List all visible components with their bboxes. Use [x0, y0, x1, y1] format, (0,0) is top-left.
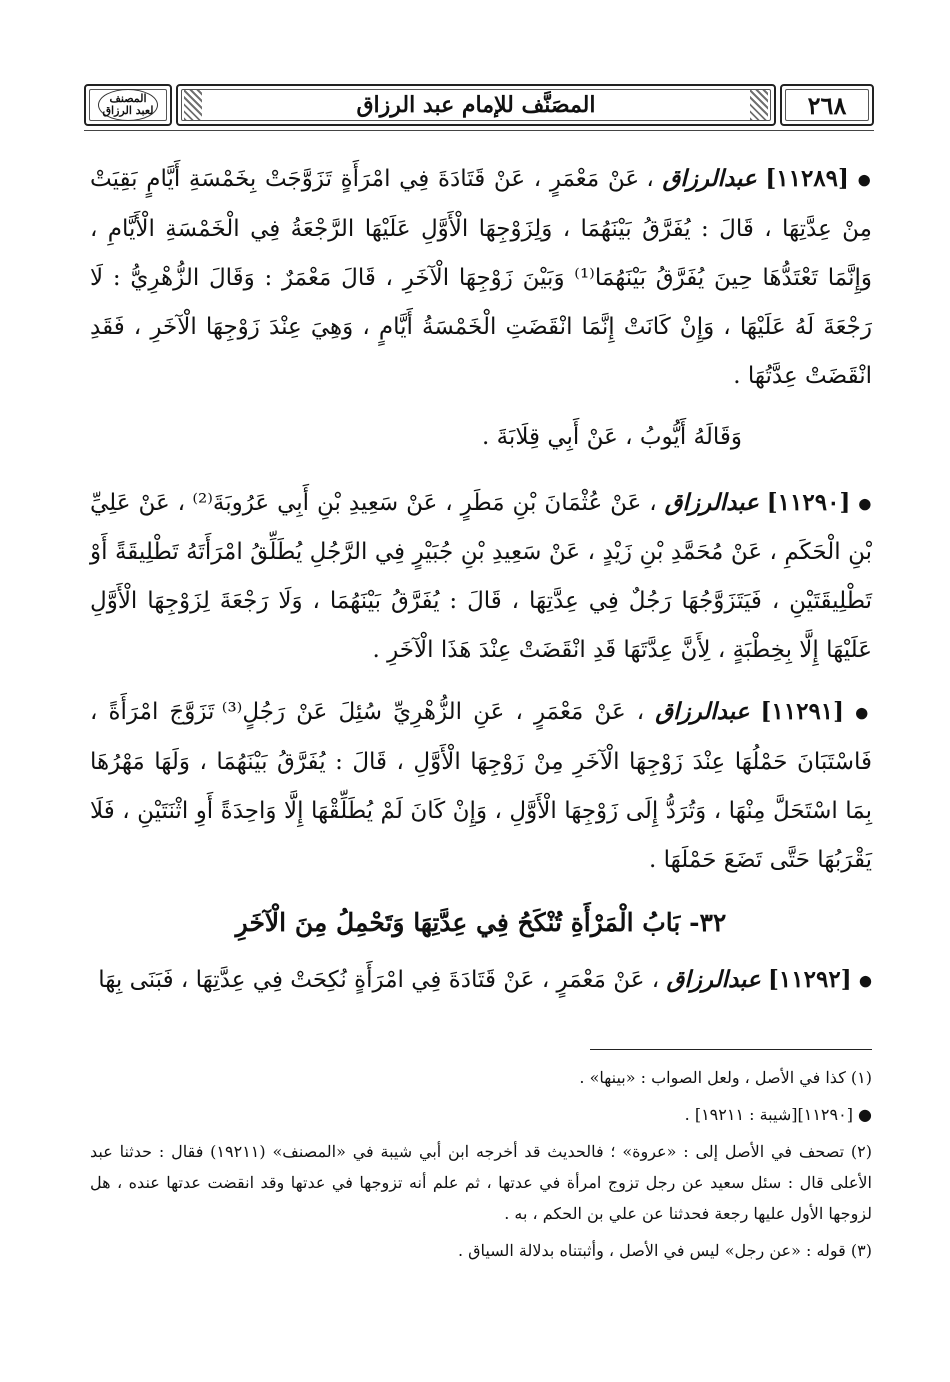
footnote-bullet-icon: ●	[858, 1105, 872, 1124]
hadith-source: عبدالرزاق	[666, 965, 761, 993]
header-rule	[84, 130, 874, 131]
hadith-number: [١١٢٩١]	[760, 698, 845, 725]
page-number: ٢٦٨	[807, 90, 847, 120]
header-title: المصَنَّف للإمام عبد الرزاق	[356, 92, 596, 118]
footnote-text: قوله : «عن رجل» ليس في الأصل ، وأثبتناه بدلالة السياق .	[457, 1241, 846, 1260]
footnote-ref-11290	[90, 1099, 872, 1130]
footnote-separator	[590, 1049, 872, 1050]
bullet-icon: ●	[858, 494, 872, 512]
hadith-text: ، عَنْ مَعْمَرٍ ، عَنِ الزُّهْرِيِّ سُئِلَ عَنْ رَجُلٍ⁽³⁾ تَزَوَّجَ امْرَأَةً ، فَاسْتَبَانَ حَمْلُهَا عِنْدَ زَوْجِهَا الْآخَرِ مِنْ زَوْجِهَا الْأَوَّلِ ، قَالَ : يُفَرَّقُ بَيْنَهُمَا ، وَلَهَا مَهْرُهَا بِمَا اسْتَحَلَّ مِنْهَا ، وَتُرَدُّ إِلَى زَوْجِهَا الْأَوَّلِ ، وَإِنْ كَانَ لَمْ يُطَلِّقْهَا إِلَّا وَاحِدَةً أَوِ اثْنَتَيْنِ ، فَلَا يَقْرَبُهَا حَتَّى تَضَعَ حَمْلَهَا .	[90, 699, 872, 873]
header-logo-box	[84, 84, 172, 126]
ornament-left-icon	[184, 90, 202, 120]
hadith-number: [١١٢٩٠]	[766, 488, 851, 516]
hadith-text: ، عَنْ مَعْمَرٍ ، عَنْ قَتَادَةَ فِي امْرَأَةٍ تَزَوَّجَتْ بِخَمْسَةِ أَيَّامٍ بَقِيَتْ مِنْ عِدَّتِهَا ، قَالَ : يُفَرَّقُ بَيْنَهُمَا ، وَلِزَوْجِهَا الْأَوَّلِ عَلَيْهَا الرَّجْعَةُ فِي الْخَمْسَةِ الْأَيَّامِ ، وَإِنَّمَا تَعْتَدُّهَا حِينَ يُفَرَّقُ بَيْنَهُمَا⁽¹⁾ وَبَيْنَ زَوْجِهَا الْآخَرِ ، قَالَ مَعْمَرٌ : وَقَالَ الزُّهْرِيُّ : لَا رَجْعَةَ لَهُ عَلَيْهَا ، وَإِنْ كَانَتْ إِنَّمَا انْقَضَتِ الْخَمْسَةُ أَيَّامٍ ، وَهِيَ عِنْدَ زَوْجِهَا الْآخَرِ ، فَقَدِ انْقَضَتْ عِدَّتُهَا .	[90, 166, 873, 389]
hadith-11292	[90, 955, 872, 1006]
header-page-box	[780, 84, 874, 126]
hadith-source: عبدالرزاق	[664, 488, 759, 516]
footnote-1	[90, 1062, 872, 1093]
ornament-right-icon	[750, 90, 768, 120]
header-title-box	[176, 84, 776, 126]
footnote-label: (٢)	[850, 1142, 873, 1161]
footnote-text: [١١٢٩٠][شيبة : ١٩٢١١] .	[684, 1105, 853, 1124]
chapter-heading: ٣٢- بَابُ الْمَرْأَةِ تُنْكَحُ فِي عِدَّتِهَا وَتَحْمِلُ مِنَ الْآخَرِ	[235, 907, 727, 937]
narration-note	[90, 413, 872, 462]
footnote-3	[90, 1235, 872, 1266]
footnote-label: (٣)	[850, 1241, 872, 1260]
hadith-number: [١١٢٩٢]	[768, 965, 852, 993]
bullet-icon: ●	[855, 703, 872, 722]
main-text	[90, 154, 872, 1017]
hadith-source: عبدالرزاق	[662, 165, 757, 192]
hadith-text: ، عَنْ مَعْمَرٍ ، عَنْ قَتَادَةَ فِي امْرَأَةٍ نُكِحَتْ فِي عِدَّتِهَا ، فَبَنَى بِهَا	[98, 966, 660, 993]
footnote-2	[90, 1136, 872, 1229]
bullet-icon: ●	[857, 170, 873, 189]
hadith-11289	[90, 154, 872, 401]
footnotes	[90, 1062, 872, 1272]
hadith-11290	[90, 478, 872, 676]
page-header	[84, 78, 874, 134]
footnote-text: كذا في الأصل ، ولعل الصواب : «بينها» .	[579, 1068, 846, 1087]
narration-text: وَقَالَهُ أَيُّوبُ ، عَنْ أَبِي قِلَابَةَ .	[481, 423, 742, 450]
bullet-icon: ●	[858, 971, 872, 989]
footnote-label: (١)	[850, 1068, 872, 1087]
hadith-text: ، عَنْ عُثْمَانَ بْنِ مَطَرٍ ، عَنْ سَعِيدِ بْنِ أَبِي عَرُوبَةَ⁽²⁾ ، عَنْ عَلِيِّ بْنِ الْحَكَمِ ، عَنْ مُحَمَّدِ بْنِ زَيْدٍ ، عَنْ سَعِيدِ بْنِ جُبَيْرٍ فِي الرَّجُلِ يُطَلِّقُ امْرَأَتَهُ تَطْلِيقَةً أَوْ تَطْلِيقَتَيْنِ ، فَيَتَزَوَّجُهَا رَجُلٌ فِي عِدَّتِهَا ، قَالَ : يُفَرَّقُ بَيْنَهُمَا ، وَلَا رَجْعَةَ لِزَوْجِهَا الْأَوَّلِ عَلَيْهَا إِلَّا بِخِطْبَةٍ ، لِأَنَّ عِدَّتَهَا قَدِ انْقَضَتْ عِنْدَ هَذَا الْآخَرِ .	[90, 489, 872, 663]
hadith-source: عبدالرزاق	[655, 698, 750, 725]
header-logo: المصنف لعبد الرزاق	[98, 89, 158, 121]
hadith-11291	[90, 687, 872, 885]
footnote-text: تصحف في الأصل إلى : «عروة» ؛ فالحديث قد أخرجه ابن أبي شيبة في «المصنف» (١٩٢١١) فقال : حدثنا عبد الأعلى قال : سئل سعيد عن رجل تزوج امرأة في عدتها ، ثم علم أنه تزوجها في عدتها وقد انقضت عدتها عنده ، هل لزوجها الأول عليها رجعة فحدثنا عن علي بن الحكم ، به .	[90, 1142, 872, 1223]
hadith-number: [١١٢٨٩]	[765, 165, 849, 192]
